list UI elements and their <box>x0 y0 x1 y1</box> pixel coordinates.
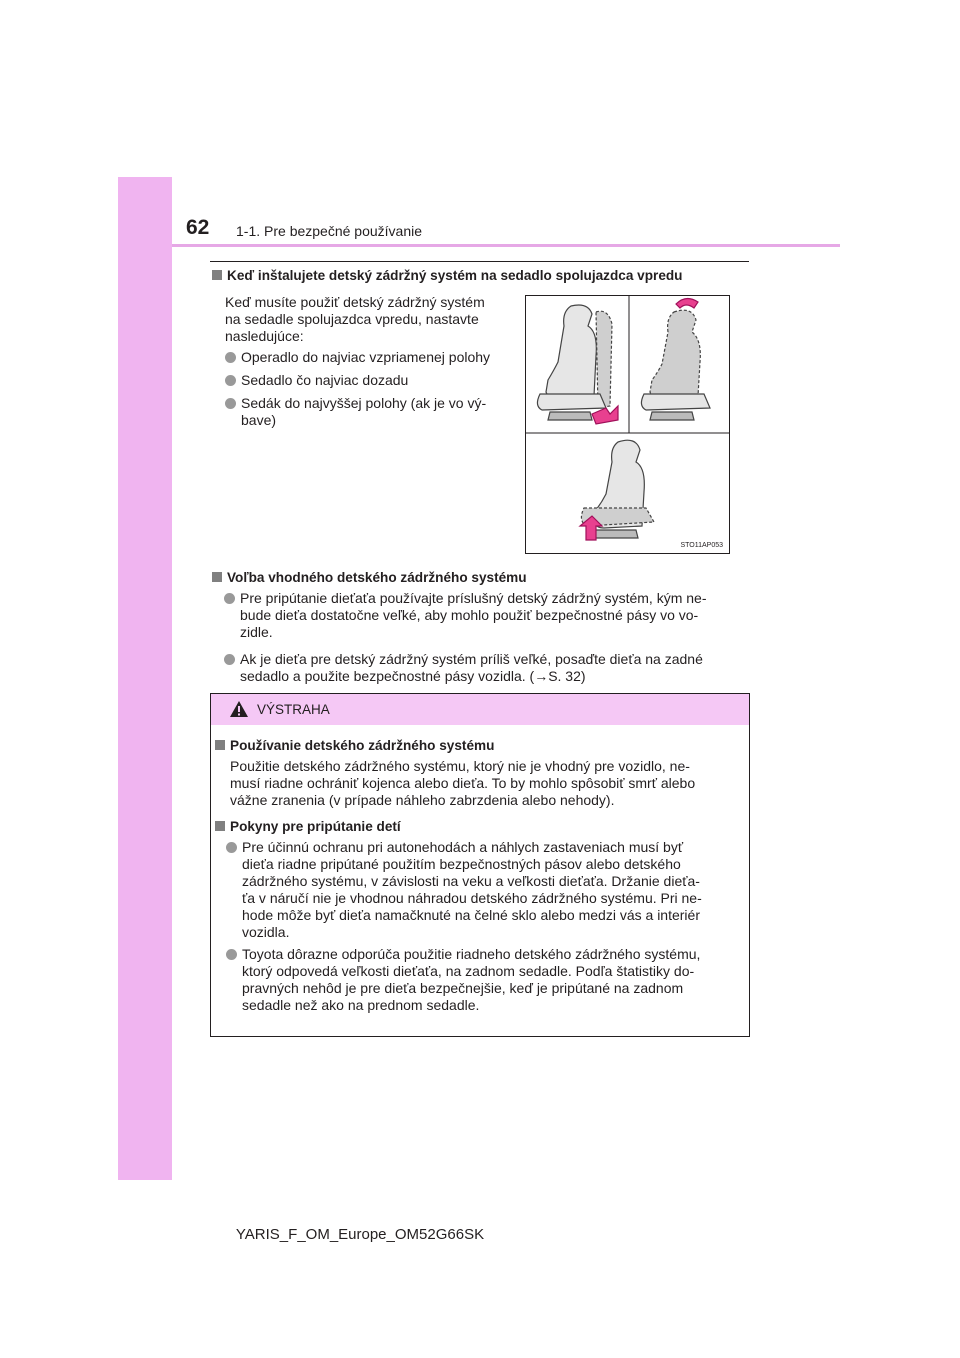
seat-illustration-graphic <box>526 296 729 553</box>
seat-adjustment-illustration <box>525 295 730 554</box>
choice-heading: Voľba vhodného detského zádržného systému <box>212 570 527 585</box>
warning-title: VÝSTRAHA <box>257 702 330 717</box>
section-title: 1-1. Pre bezpečné používanie <box>236 223 423 239</box>
round-bullet-icon <box>225 352 236 363</box>
round-bullet-icon <box>224 593 235 604</box>
round-bullet-icon <box>226 949 237 960</box>
round-bullet-icon <box>225 375 236 386</box>
warning-bullet: Toyota dôrazne odporúča použitie riadneho detského zádržného systému, ktorý odpovedá veľkosti dieťaťa, na zadnom sedadle. Podľa štatistiky do- pravných nehôd je pre dieťa bezpečnejšie, keď je pripútané na zadnom sedadle než ako na prednom sedadle. <box>242 946 742 1014</box>
seat-backrest-icon <box>537 305 618 424</box>
install-bullet: Operadlo do najviac vzpriamenej polohy <box>241 349 518 366</box>
install-heading: Keď inštalujete detský zádržný systém na sedadlo spolujazdca vpredu <box>212 268 683 283</box>
page-number: 62 <box>186 216 210 239</box>
choice-bullet: Pre pripútanie dieťaťa používajte príslušný detský zádržný systém, kým ne- bude dieťa dostatočne veľké, aby mohlo použiť bezpečnostné pásy vo vo- zidle. <box>240 590 745 641</box>
warning-triangle-icon <box>229 700 249 718</box>
warning-usage-heading: Používanie detského zádržného systému <box>215 738 494 753</box>
square-bullet-icon <box>212 270 222 280</box>
round-bullet-icon <box>224 654 235 665</box>
content-top-rule <box>210 261 749 262</box>
chapter-sidebar-tab <box>118 177 172 1180</box>
square-bullet-icon <box>215 740 225 750</box>
round-bullet-icon <box>225 398 236 409</box>
warning-header <box>211 694 749 725</box>
round-bullet-icon <box>226 842 237 853</box>
choice-bullet: Ak je dieťa pre detský zádržný systém príliš veľké, posaďte dieťa na zadné sedadlo a použite bezpečnostné pásy vozidla. (→S. 32) <box>240 651 745 685</box>
warning-bullet: Pre účinnú ochranu pri autonehodách a náhlych zastaveniach musí byť dieťa riadne pripútané použitím bezpečnostných pásov alebo detského zádržného systému, v závislosti na veku a veľkosti dieťaťa. Držanie dieťa- ťa v náručí nie je vhodnou náhradou detského zádržného systému. Pri ne- hode môže byť dieťa namačknuté na čelné sklo alebo medzi vás a interiér vozidla. <box>242 839 742 941</box>
seat-recline-icon <box>641 298 710 420</box>
warning-instructions-heading: Pokyny pre pripútanie detí <box>215 819 401 834</box>
seat-height-icon <box>580 440 654 540</box>
square-bullet-icon <box>212 572 222 582</box>
square-bullet-icon <box>215 821 225 831</box>
illustration-code: STO11AP053 <box>680 542 723 549</box>
header-rule <box>172 244 840 247</box>
install-bullet: Sedadlo čo najviac dozadu <box>241 372 518 389</box>
warning-box <box>210 693 750 1037</box>
install-intro: Keď musíte použiť detský zádržný systém na sedadle spolujazdca vpredu, nastavte nasledujúce: <box>225 294 485 344</box>
warning-usage-text: Použitie detského zádržného systému, ktorý nie je vhodný pre vozidlo, ne- musí riadne ochrániť kojenca alebo dieťa. To by mohlo spôsobiť smrť alebo vážne zranenia (v prípade náhleho zabrzdenia alebo nehody). <box>230 758 696 808</box>
document-code-footer: YARIS_F_OM_Europe_OM52G66SK <box>235 1226 485 1243</box>
install-bullet: Sedák do najvyššej polohy (ak je vo vý- bave) <box>241 395 518 429</box>
